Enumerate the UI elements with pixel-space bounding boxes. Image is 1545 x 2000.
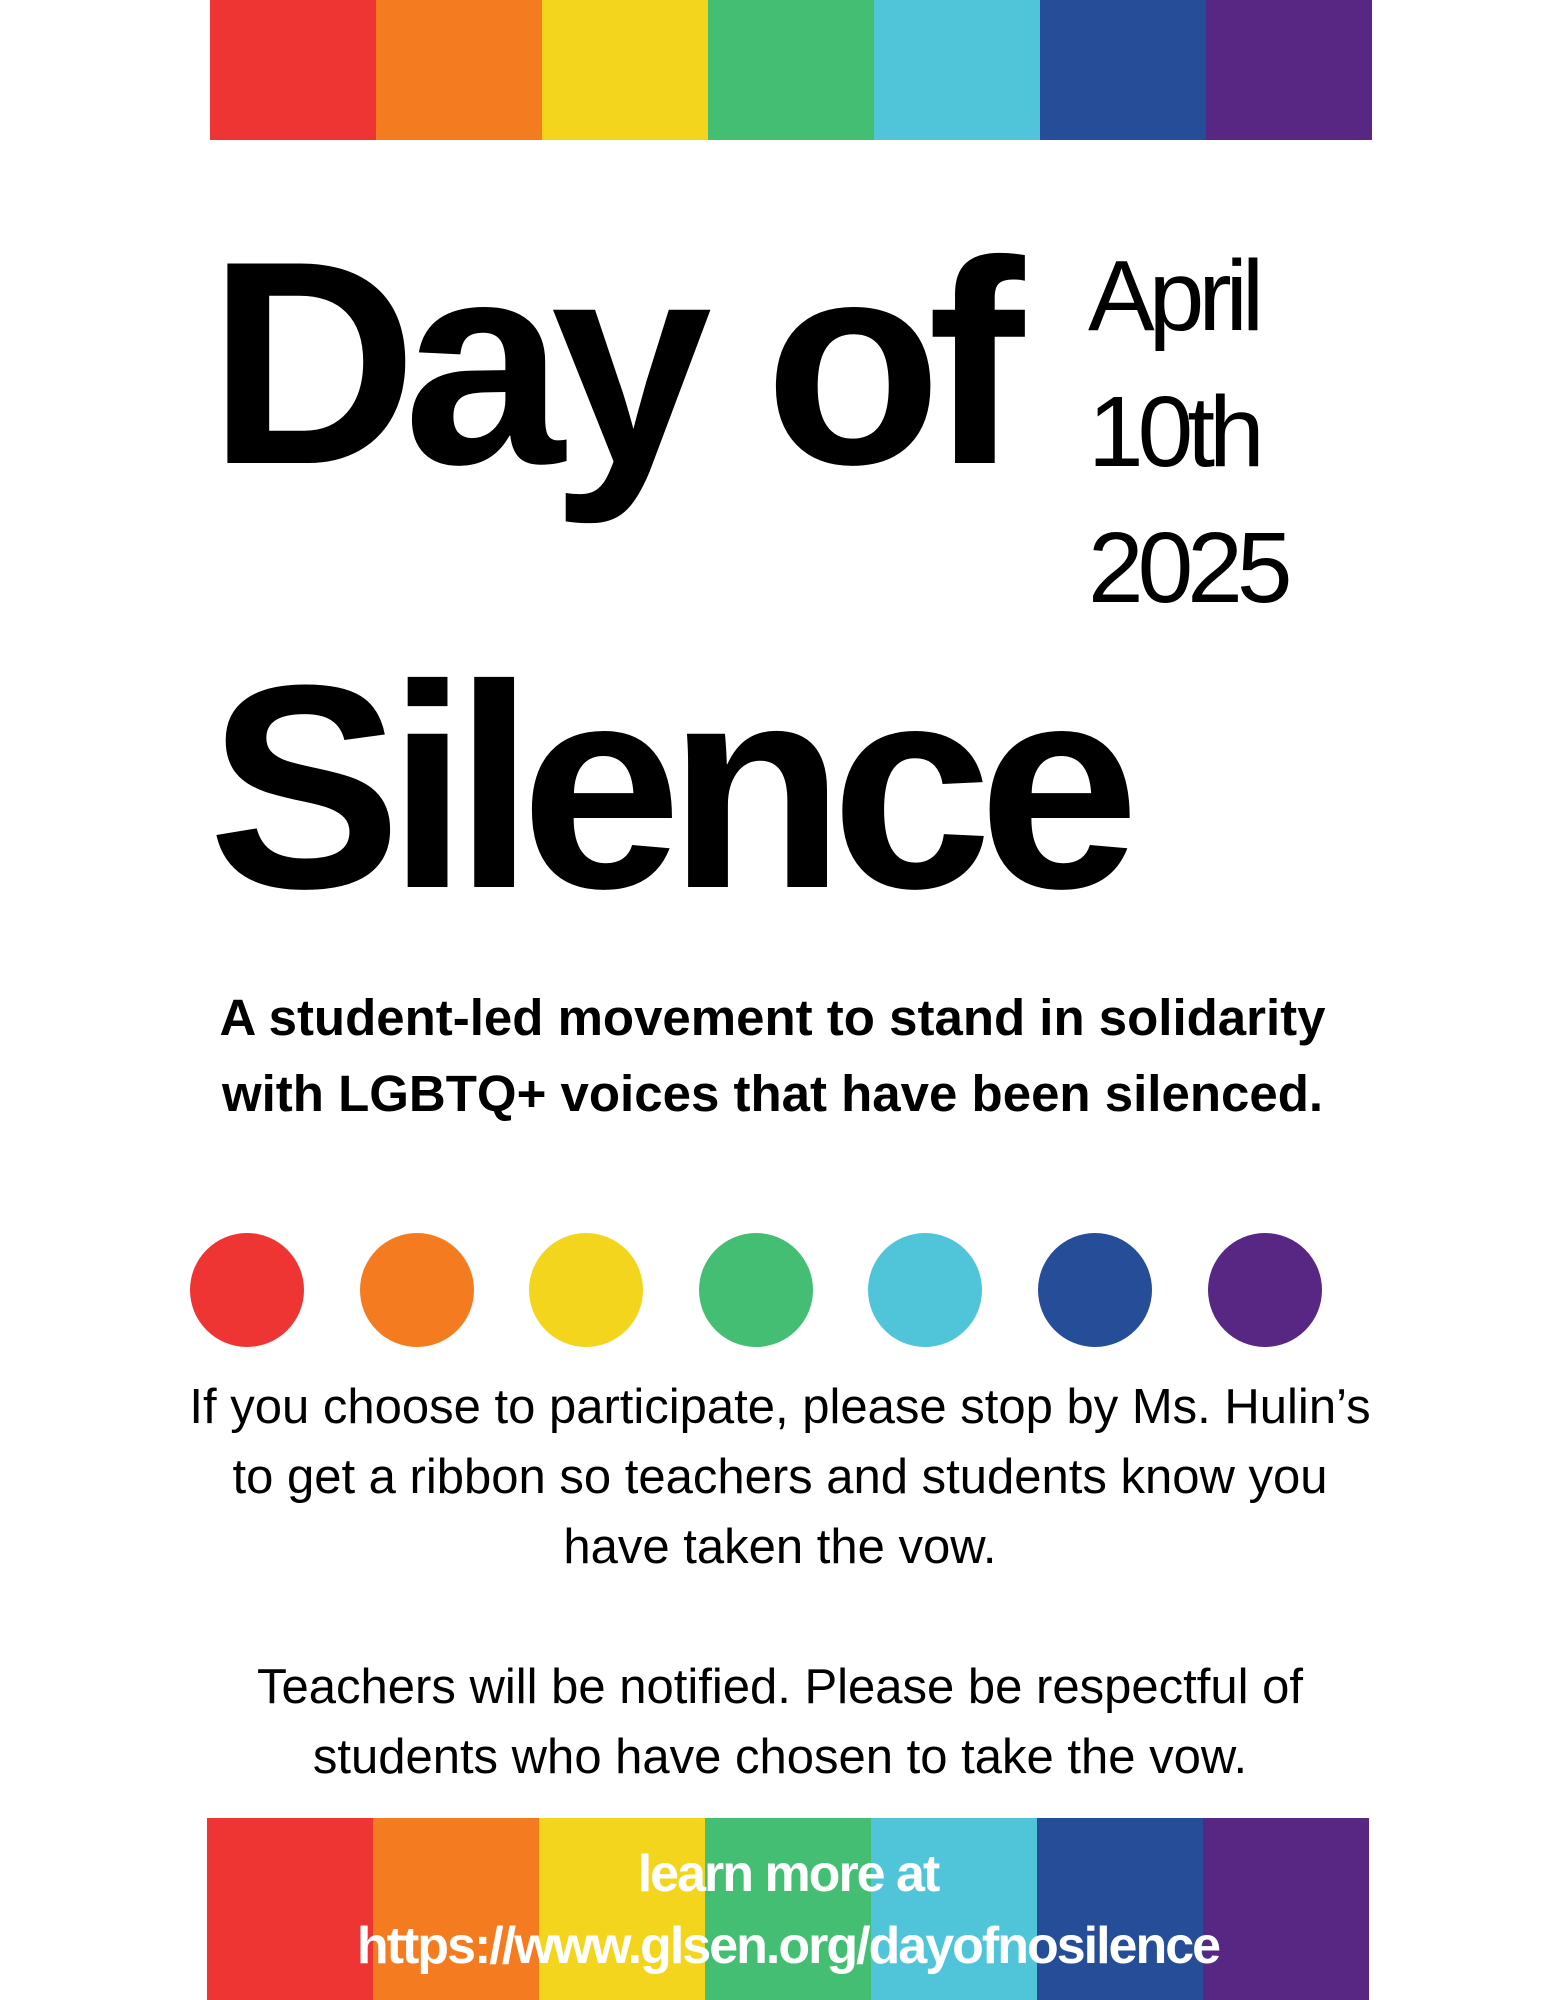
dot-yellow	[529, 1233, 643, 1347]
dot-purple	[1208, 1233, 1322, 1347]
stripe-orange	[376, 0, 542, 140]
dot-red	[190, 1233, 304, 1347]
date-month: April	[1088, 240, 1259, 352]
title-silence: Silence	[208, 625, 1126, 949]
learn-more-label: learn more at	[637, 1845, 939, 1903]
title-day-of: Day of	[208, 201, 1011, 525]
stripe-cyan	[874, 0, 1040, 140]
subtitle: A student-led movement to stand in solidarity with LGBTQ+ voices that have been silenced.	[219, 989, 1326, 1122]
stripe-blue	[1040, 0, 1206, 140]
top-rainbow-stripe	[210, 0, 1372, 140]
participation-paragraph: If you choose to participate, please stop by Ms. Hulin’s to get a ribbon so teachers and students know you have taken the vow.	[189, 1380, 1371, 1574]
stripe-green	[708, 0, 874, 140]
dot-cyan	[868, 1233, 982, 1347]
dot-blue	[1038, 1233, 1152, 1347]
dot-green	[699, 1233, 813, 1347]
event-date	[1088, 228, 1286, 636]
teachers-paragraph: Teachers will be notified. Please be respectful of students who have chosen to take the vow.	[257, 1660, 1303, 1784]
stripe-yellow	[542, 0, 708, 140]
date-year: 2025	[1088, 512, 1287, 624]
learn-more-url[interactable]: https://www.glsen.org/dayofnosilence	[356, 1917, 1220, 1975]
stripe-purple	[1206, 0, 1372, 140]
date-day: 10th	[1088, 376, 1259, 488]
learn-more-text	[207, 1838, 1369, 1982]
rainbow-dots	[190, 1233, 1322, 1347]
stripe-red	[210, 0, 376, 140]
dot-orange	[360, 1233, 474, 1347]
